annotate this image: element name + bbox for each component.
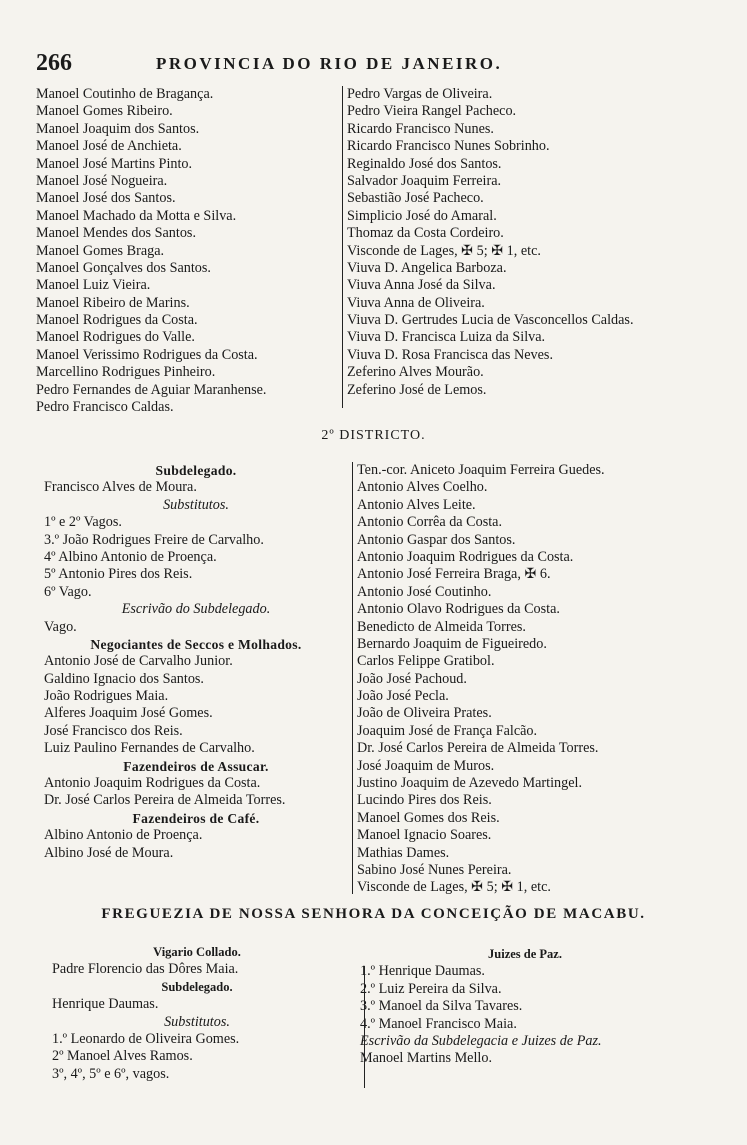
freguezia-right-column [360, 946, 690, 1068]
list-item: Manoel Mendes dos Santos. [36, 225, 196, 242]
column-divider [352, 462, 353, 894]
list-item: Manoel Machado da Motta e Silva. [36, 207, 237, 224]
list-item: Manoel Luiz Vieira. [36, 277, 151, 294]
escrivao-name: Vago. [44, 618, 77, 635]
freguezia-escrivao-name: Manoel Martins Mello. [360, 1050, 493, 1067]
list-item: Sebastião José Pacheco. [347, 190, 484, 207]
freguezia-subdelegado-name: Henrique Daumas. [52, 996, 159, 1013]
subdelegado-heading: Subdelegado. [155, 463, 237, 478]
freguezia-left-column [52, 944, 342, 1083]
vigario-name: Padre Florencio das Dôres Maia. [52, 961, 239, 978]
list-item: Manoel José Nogueira. [36, 172, 168, 189]
list-item: Manoel Verissimo Rodrigues da Costa. [36, 346, 258, 363]
substitutos-heading: Substitutos. [163, 496, 229, 513]
list-item: Thomaz da Costa Cordeiro. [347, 225, 504, 242]
column-divider [342, 86, 343, 408]
list-item: Dr. José Carlos Pereira de Almeida Torres. [357, 740, 599, 757]
list-item: Manoel José Martins Pinto. [36, 155, 193, 172]
list-item: Manoel Joaquim dos Santos. [36, 120, 200, 137]
substitutos-list [44, 514, 348, 601]
list-item: Manoel Rodrigues da Costa. [36, 312, 198, 329]
list-item: Reginaldo José dos Santos. [347, 155, 502, 172]
list-item: Manoel Rodrigues do Valle. [36, 329, 195, 346]
escrivao-heading: Escrivão do Subdelegado. [121, 601, 271, 618]
list-item: 3º, 4º, 5º e 6º, vagos. [52, 1065, 170, 1082]
block1-right-column [347, 86, 634, 399]
list-item: 1.º Henrique Daumas. [360, 963, 485, 980]
list-item: Antonio Joaquim Rodrigues da Costa. [357, 548, 574, 565]
list-item: 3.º Manoel da Silva Tavares. [360, 998, 523, 1015]
list-item: Pedro Vargas de Oliveira. [347, 86, 493, 102]
list-item: Justino Joaquim de Azevedo Martingel. [357, 775, 582, 792]
list-item: Manoel Coutinho de Bragança. [36, 86, 214, 102]
list-item: Antonio José Coutinho. [357, 583, 492, 600]
list-item: Manoel José de Anchieta. [36, 138, 182, 155]
freguezia-escrivao-heading: Escrivão da Subdelegacia e Juizes de Paz. [360, 1032, 602, 1049]
list-item: Viuva Anna José da Silva. [347, 277, 496, 294]
list-item: Joaquim José de França Falcão. [357, 722, 538, 739]
list-item: Antonio Olavo Rodrigues da Costa. [357, 601, 560, 618]
freguezia-substitutos-heading: Substitutos. [164, 1013, 230, 1030]
fazendeiros-assucar-list [44, 775, 348, 810]
freguezia-subdelegado-heading: Subdelegado. [161, 979, 233, 994]
block1-left-column [36, 86, 266, 416]
list-item: Antonio Gaspar dos Santos. [357, 531, 516, 548]
list-item: 5º Antonio Pires dos Reis. [44, 566, 193, 583]
list-item: Manoel José dos Santos. [36, 190, 176, 207]
list-item: Antonio José Ferreira Braga, ✠ 6. [357, 566, 551, 583]
list-item: Zeferino Alves Mourão. [347, 364, 484, 381]
list-item: João de Oliveira Prates. [357, 705, 492, 722]
district2-left-column [44, 462, 348, 862]
list-item: 1.º Leonardo de Oliveira Gomes. [52, 1030, 240, 1047]
list-item: Ricardo Francisco Nunes Sobrinho. [347, 138, 550, 155]
juizes-list [360, 963, 690, 1033]
list-item: Viuva D. Angelica Barboza. [347, 259, 507, 276]
list-item: Manoel Gomes Braga. [36, 242, 165, 259]
list-item: Manoel Gonçalves dos Santos. [36, 259, 211, 276]
list-item: Viuva D. Rosa Francisca das Neves. [347, 346, 553, 363]
fazendeiros-assucar-heading: Fazendeiros de Assucar. [123, 758, 269, 774]
list-item: João José Pecla. [357, 688, 449, 705]
list-item: Albino Antonio de Proença. [44, 827, 203, 844]
juizes-heading: Juizes de Paz. [488, 947, 562, 961]
list-item: 2.º Luiz Pereira da Silva. [360, 980, 502, 997]
district2-right-column [357, 462, 605, 897]
list-item: Bernardo Joaquim de Figueiredo. [357, 635, 547, 652]
list-item: Pedro Francisco Caldas. [36, 399, 174, 416]
list-item: 1º e 2º Vagos. [44, 514, 122, 531]
negociantes-list [44, 653, 348, 757]
list-item: Pedro Fernandes de Aguiar Maranhense. [36, 381, 267, 398]
running-title: PROVINCIA DO RIO DE JANEIRO. [156, 54, 503, 73]
list-item: Ten.-cor. Aniceto Joaquim Ferreira Guedes. [357, 462, 605, 478]
list-item: José Joaquim de Muros. [357, 757, 495, 774]
list-item: Manoel Ignacio Soares. [357, 827, 492, 844]
list-item: Manoel Gomes dos Reis. [357, 809, 500, 826]
list-item: Luiz Paulino Fernandes de Carvalho. [44, 740, 255, 757]
list-item: Alferes Joaquim José Gomes. [44, 705, 213, 722]
list-item: Visconde de Lages, ✠ 5; ✠ 1, etc. [357, 879, 551, 896]
list-item: 3.º João Rodrigues Freire de Carvalho. [44, 531, 264, 548]
list-item: Marcellino Rodrigues Pinheiro. [36, 364, 216, 381]
list-item: Pedro Vieira Rangel Pacheco. [347, 103, 517, 120]
freguezia-title: FREGUEZIA DE NOSSA SENHORA DA CONCEIÇÃO DE MACABU. [101, 906, 646, 922]
list-item: Lucindo Pires dos Reis. [357, 792, 492, 809]
list-item: Dr. José Carlos Pereira de Almeida Torres. [44, 792, 286, 809]
list-item: Viuva D. Gertrudes Lucia de Vasconcellos Caldas. [347, 312, 634, 329]
list-item: Antonio Joaquim Rodrigues da Costa. [44, 775, 261, 792]
list-item: Mathias Dames. [357, 844, 450, 861]
vigario-heading: Vigario Collado. [153, 945, 241, 959]
list-item: Antonio Alves Leite. [357, 496, 476, 513]
page-header [36, 50, 716, 80]
list-item: Simplicio José do Amaral. [347, 207, 497, 224]
list-item: João Rodrigues Maia. [44, 688, 169, 705]
list-item: Manoel Gomes Ribeiro. [36, 103, 173, 120]
list-item: 4º Albino Antonio de Proença. [44, 548, 217, 565]
list-item: Antonio José de Carvalho Junior. [44, 653, 233, 670]
freguezia-substitutos-list [52, 1031, 342, 1083]
list-item: Antonio Alves Coelho. [357, 479, 488, 496]
list-item: José Francisco dos Reis. [44, 722, 183, 739]
list-item: 4.º Manoel Francisco Maia. [360, 1015, 517, 1032]
list-item: 2º Manoel Alves Ramos. [52, 1048, 193, 1065]
fazendeiros-cafe-list [44, 827, 348, 862]
list-item: Viuva D. Francisca Luiza da Silva. [347, 329, 546, 346]
list-item: Benedicto de Almeida Torres. [357, 618, 526, 635]
list-item: Sabino José Nunes Pereira. [357, 861, 512, 878]
list-item: Visconde de Lages, ✠ 5; ✠ 1, etc. [347, 242, 541, 259]
list-item: Albino José de Moura. [44, 844, 174, 861]
list-item: João José Pachoud. [357, 670, 467, 687]
list-item: Ricardo Francisco Nunes. [347, 120, 494, 137]
list-item: 6º Vago. [44, 583, 92, 600]
page-number: 266 [36, 50, 72, 76]
fazendeiros-cafe-heading: Fazendeiros de Café. [132, 810, 260, 826]
negociantes-heading: Negociantes de Seccos e Molhados. [90, 636, 302, 652]
column-divider [364, 966, 365, 1088]
list-item: Antonio Corrêa da Costa. [357, 514, 502, 531]
subdelegado-name: Francisco Alves de Moura. [44, 479, 197, 496]
list-item: Galdino Ignacio dos Santos. [44, 670, 204, 687]
list-item: Salvador Joaquim Ferreira. [347, 172, 502, 189]
list-item: Carlos Felippe Gratibol. [357, 653, 495, 670]
list-item: Manoel Ribeiro de Marins. [36, 294, 190, 311]
list-item: Zeferino José de Lemos. [347, 381, 487, 398]
district-heading: 2º DISTRICTO. [321, 428, 426, 443]
list-item: Viuva Anna de Oliveira. [347, 294, 485, 311]
